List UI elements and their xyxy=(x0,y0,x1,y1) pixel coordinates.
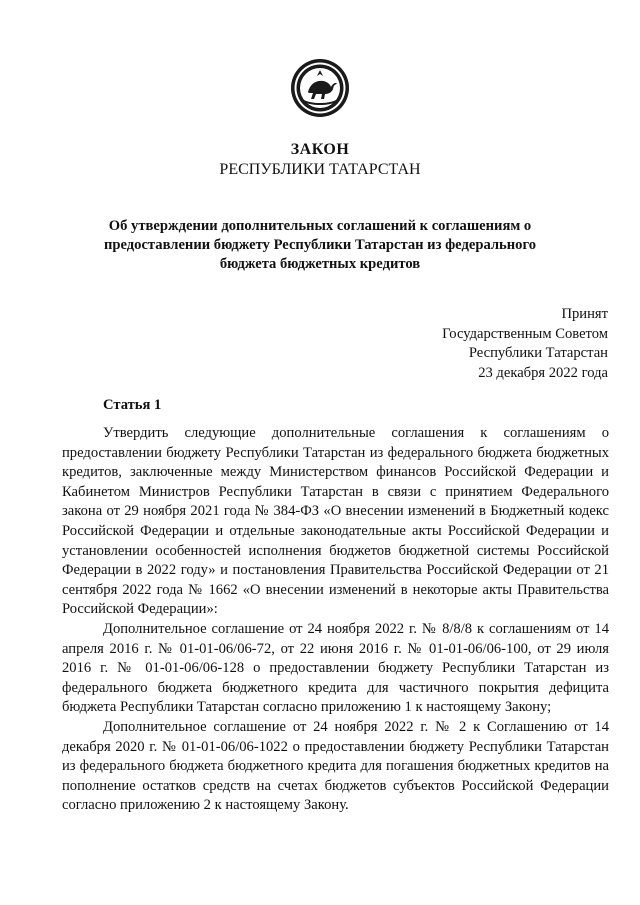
law-subject: Об утверждении дополнительных соглашений к соглашениям о предоставлении бюджету Республики Татарстан из федерального бюджета бюджетных кредитов xyxy=(103,218,537,272)
article-title: Статья 1 xyxy=(103,397,162,413)
adopted-by: Государственным Советом xyxy=(442,325,608,342)
article-body xyxy=(62,424,609,816)
article-paragraph: Дополнительное соглашение от 24 ноября 2022 г. № 2 к Соглашению от 14 декабря 2020 г. № 01-01-06/06-1022 о предоставлении бюджету Республики Татарстан из федерального бюджета бюджетного кредита для погашения бюджетных кредитов на пополнение остатков средств на счетах бюджетов субъектов Российской Федерации согласно приложению 2 к настоящему Закону. xyxy=(62,718,609,814)
adoption-date: 23 декабря 2022 года xyxy=(478,364,608,381)
law-title: ЗАКОН xyxy=(290,141,350,158)
tatarstan-emblem-icon xyxy=(290,58,350,118)
adopted-by-republic: Республики Татарстан xyxy=(468,345,608,361)
article-paragraph: Дополнительное соглашение от 24 ноября 2022 г. № 8/8/8 к соглашениям от 14 апреля 2016 г. № 01-01-06/06-72, от 22 июня 2016 г. № 01-01-06/06-100, от 29 июля 2016 г. № 01-01-06/06-128 о предоставлении бюджету Республики Татарстан из федерального бюджета бюджетного кредита для частичного покрытия дефицита бюджета Республики Татарстан согласно приложению 1 к настоящему Закону; xyxy=(62,620,609,716)
adopted-label: Принят xyxy=(561,306,608,322)
republic-name: РЕСПУБЛИКИ ТАТАРСТАН xyxy=(219,161,421,178)
article-paragraph: Утвердить следующие дополнительные соглашения к соглашениям о предоставлении бюджету Республики Татарстан из федерального бюджета бюджетных кредитов, заключенные между Министерством финансов Российской Федерации и Кабинетом Министров Республики Татарстан в связи с принятием Федерального закона от 29 ноября 2021 года № 384-ФЗ «О внесении изменений в Бюджетный кодекс Российской Федерации и отдельные законодательные акты Российской Федерации и установлении особенностей исполнения бюджетов бюджетной системы Российской Федерации в 2022 году» и постановления Правительства Российской Федерации от 21 сентября 2022 года № 1662 «О внесении изменений в некоторые акты Правительства Российской Федерации»: xyxy=(62,425,609,618)
adoption-block xyxy=(308,305,608,383)
